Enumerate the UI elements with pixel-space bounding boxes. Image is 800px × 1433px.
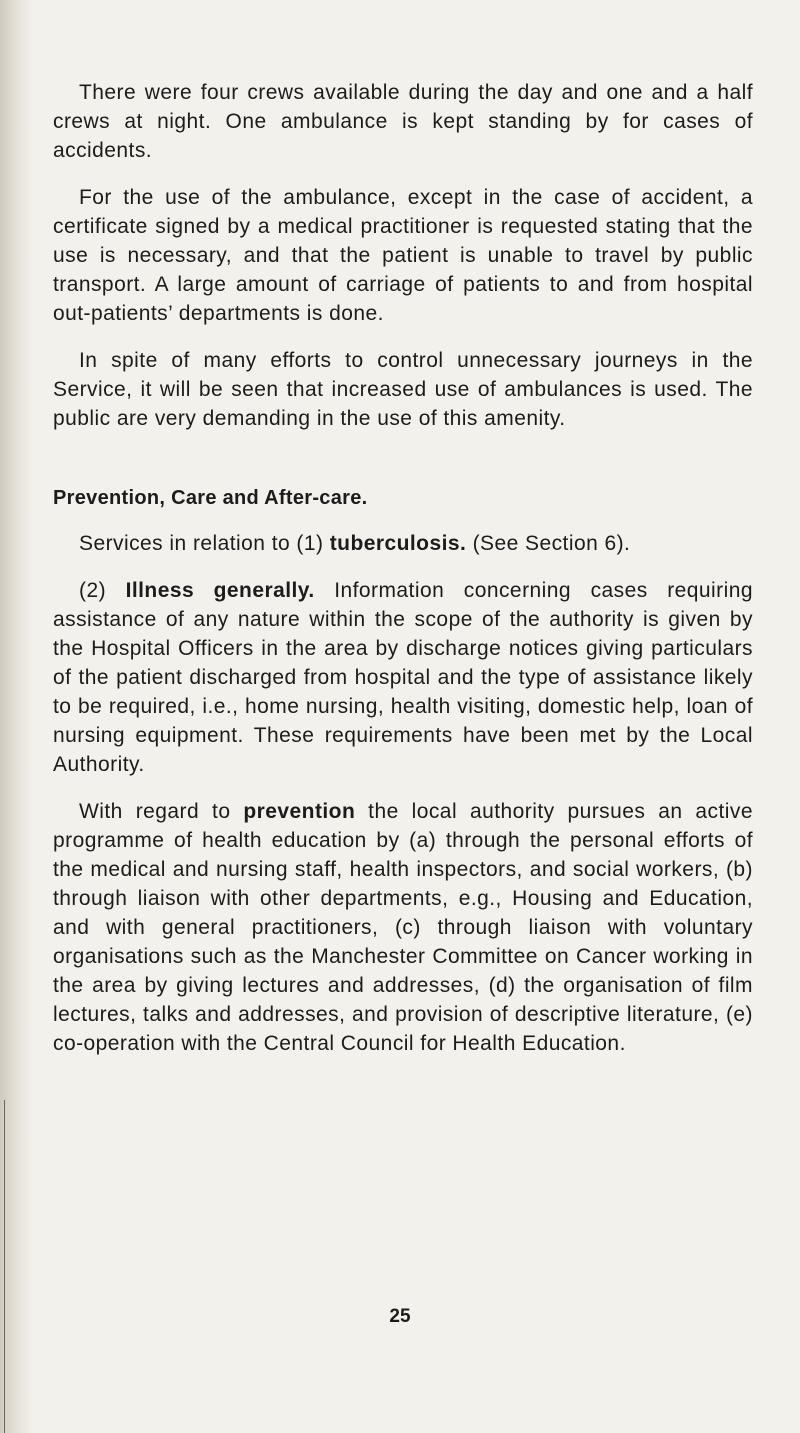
paragraph-illness-generally	[53, 576, 753, 779]
paragraph-unnecessary-journeys: In spite of many efforts to control unnecessary journeys in the Service, it will be seen that increased use of ambulances is used. The public are very demanding in the use of this amenity.	[53, 349, 753, 430]
binding-edge-line	[4, 1100, 5, 1433]
illness-prefix: (2)	[79, 579, 107, 602]
tuberculosis-suffix: (See Section 6).	[472, 532, 631, 555]
illness-body: Information concerning cases requiring assistance of any nature within the scope of the authority is given by the Hospital Officers in the area by discharge notices giving particulars of the patient discharged from hospital and the type of assistance likely to be required, i.e., home nursing, health visiting, domestic help, loan of nursing equipment. These requirements have been met by the Local Authority.	[53, 579, 753, 776]
paragraph-prevention	[53, 797, 753, 1058]
page-number: 25	[389, 1306, 411, 1327]
tuberculosis-term: tuberculosis.	[329, 532, 467, 555]
prevention-prefix: With regard to	[79, 800, 231, 823]
section-heading: Prevention, Care and After-care.	[53, 487, 368, 509]
body-text	[53, 78, 753, 1076]
illness-term: Illness generally.	[125, 579, 315, 602]
paragraph-ambulance-crews: There were four crews available during the day and one and a half crews at night. One ambulance is kept standing by for cases of accidents.	[53, 81, 753, 162]
prevention-body: the local authority pursues an active programme of health education by (a) through the personal efforts of the medical and nursing staff, health inspectors, and social workers, (b) through liaison with other departments, e.g., Housing and Education, and with general practitioners, (c) through liaison with voluntary organisations such as the Manchester Committee on Cancer working in the area by giving lectures and addresses, (d) the organisation of film lectures, talks and addresses, and provision of descriptive literature, (e) co-operation with the Central Council for Health Education.	[53, 800, 753, 1055]
paragraph-tuberculosis	[53, 529, 753, 558]
binding-shadow	[0, 0, 34, 1433]
prevention-term: prevention	[243, 800, 356, 823]
paragraph-ambulance-use: For the use of the ambulance, except in the case of accident, a certificate signed by a medical practitioner is requested stating that the use is necessary, and that the patient is unable to travel by public transport. A large amount of carriage of patients to and from hospital out-patients’ departments is done.	[53, 186, 753, 325]
tuberculosis-prefix: Services in relation to (1)	[79, 532, 324, 555]
